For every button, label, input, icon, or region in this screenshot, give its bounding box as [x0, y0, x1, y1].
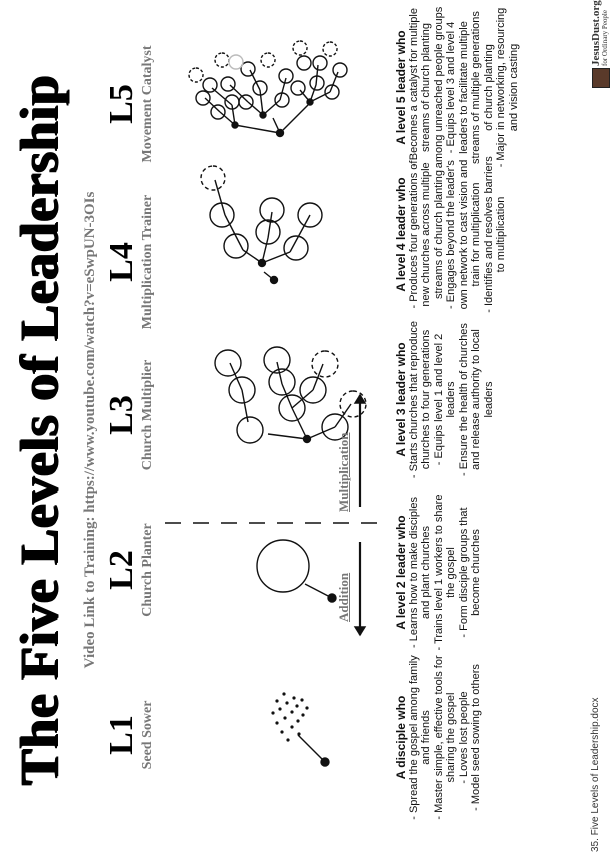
description-item: - Produces four generations of new churches across multiple streams of church planting	[407, 160, 445, 309]
description-heading: A level 4 leader who	[394, 177, 408, 292]
level-description-1	[395, 655, 483, 820]
description-item: - Equips level 1 and level 2 leaders	[432, 333, 457, 466]
page-title: The Five Levels of Leadership	[9, 74, 69, 786]
addition-arrow	[355, 542, 365, 635]
level-name: Movement Catalyst	[140, 45, 155, 163]
jesusdust-logo	[590, 0, 610, 88]
description-item: - Major in networking, resourcing and vision casting	[495, 7, 520, 168]
description-heading: A level 2 leader who	[394, 515, 408, 630]
level-name: Seed Sower	[140, 700, 155, 770]
logo-tagline: for Ordinary People	[601, 10, 609, 66]
level-description-2	[395, 490, 483, 655]
logo-brand: JesusDust.org	[590, 0, 602, 66]
level-description-5	[395, 5, 520, 170]
church-diagram-l2	[257, 540, 336, 602]
level-code: L2	[103, 550, 140, 590]
addition-label: Addition	[336, 572, 351, 622]
logo-icon	[592, 68, 610, 88]
description-item: - Trains level 1 workers to share the gospel	[432, 494, 457, 651]
multiplication-label: Multiplication	[336, 432, 351, 512]
level-name: Church Multiplier	[140, 359, 155, 471]
level-description-3	[395, 317, 495, 482]
level-code: L3	[103, 395, 140, 435]
seed-diagram-l1	[271, 692, 329, 766]
level-name: Church Planter	[140, 523, 155, 617]
description-item: - Identifies and resolves barriers to multiplication	[482, 156, 507, 313]
movement-trees-l5	[189, 41, 347, 137]
description-item: - Learns how to make disciples and plant churches	[407, 497, 432, 649]
description-item: - Model seed sowing to others	[470, 664, 482, 811]
level-description-4	[395, 152, 508, 317]
trainer-tree-l4	[201, 166, 322, 284]
description-heading: A disciple who	[394, 695, 408, 780]
description-heading: A level 3 leader who	[394, 342, 408, 457]
description-item: - Becomes a catalyst for multiple streams of church planting among unreached people groups	[407, 6, 445, 169]
level-code: L5	[103, 84, 140, 124]
description-item: - Form disciple groups that become churches	[457, 507, 482, 638]
multiplier-tree-l3	[215, 347, 366, 443]
level-code: L1	[103, 715, 140, 755]
level-code: L4	[103, 242, 140, 282]
description-item: - Engages beyond the leader's own network to cast vision and train for multiplication	[445, 159, 482, 310]
video-link[interactable]: Video Link to Training: https://www.youtube.com/watch?v=eSwpUN-3OIs	[82, 191, 98, 669]
description-item: - Loves lost people	[457, 691, 470, 784]
description-heading: A level 5 leader who	[394, 30, 408, 145]
description-item: - Ensure the health of churches and release authority to local leaders	[457, 323, 495, 476]
level-name: Multiplication Trainer	[140, 194, 155, 330]
description-item: - Master simple, effective tools for sharing the gospel	[432, 655, 457, 820]
description-item: - Spread the gospel among family and friends	[407, 655, 432, 820]
description-item: - Starts churches that reproduce churches to four generations	[407, 320, 432, 479]
footer-filename: 35. Five Levels of Leadership.docx	[590, 697, 601, 852]
description-item: - Equips level 3 and level 4 leaders to facilitate multiple streams of multiple generations of church planting	[445, 11, 495, 164]
